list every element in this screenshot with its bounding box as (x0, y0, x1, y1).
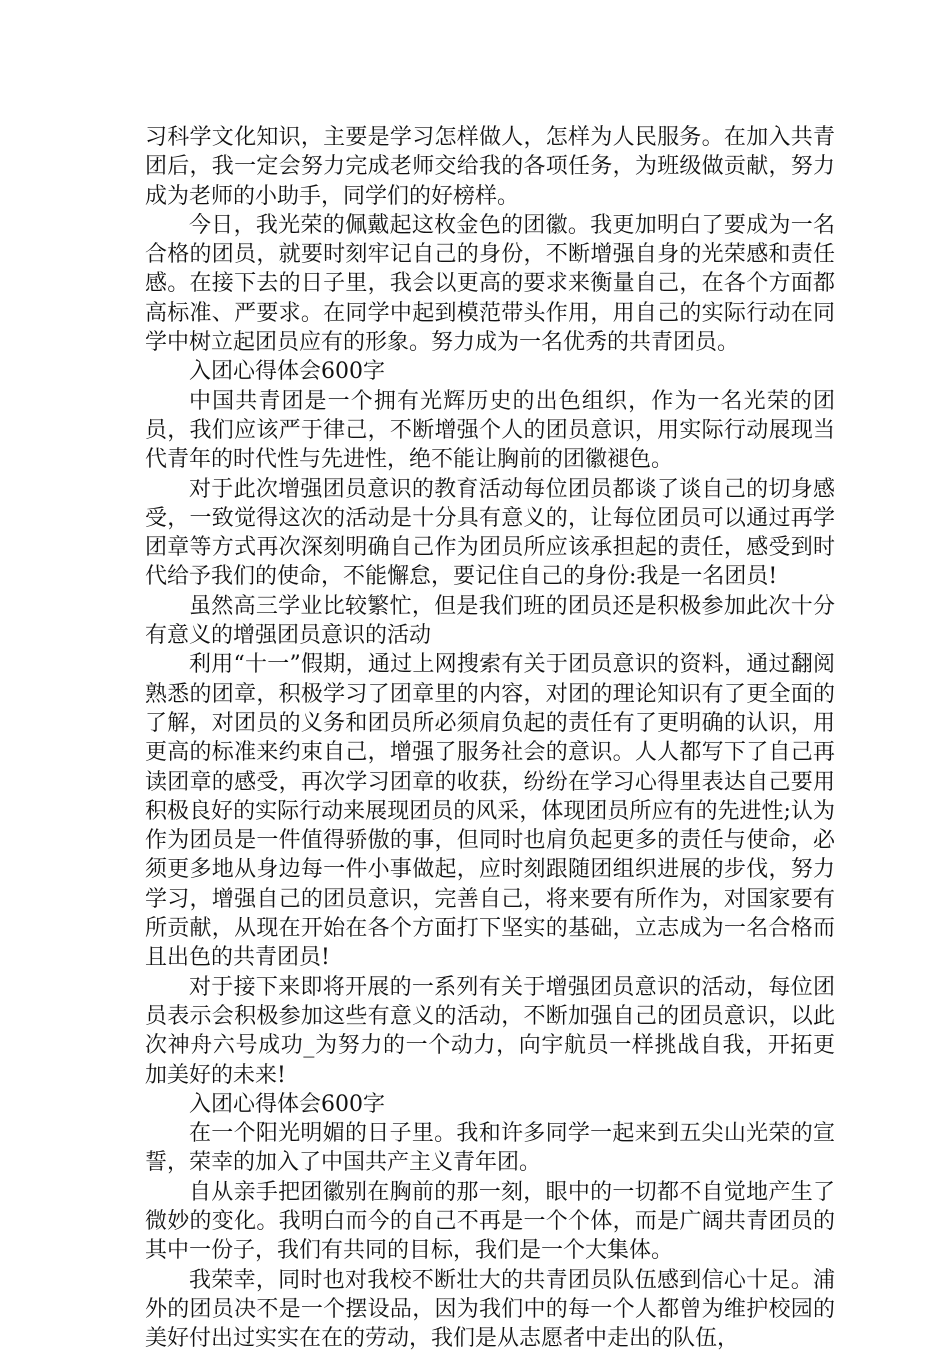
document-body (145, 123, 835, 1353)
paragraph: 虽然高三学业比较繁忙，但是我们班的团员还是积极参加此次十分有意义的增强团员意识的活动 (145, 593, 835, 649)
paragraph: 利用“十一”假期，通过上网搜索有关于团员意识的资料，通过翻阅熟悉的团章，积极学习了团章里的内容，对团的理论知识有了更全面的了解，对团员的义务和团员所必须肩负起的责任有了更明确的认识，用更高的标准来约束自己，增强了服务社会的意识。人人都写下了自己再读团章的感受，再次学习团章的收获，纷纷在学习心得里表达自己要用积极良好的实际行动来展现团员的风采，体现团员所应有的先进性;认为作为团员是一件值得骄傲的事，但同时也肩负起更多的责任与使命，必须更多地从身边每一件小事做起，应时刻跟随团组织进展的步伐，努力学习，增强自己的团员意识，完善自己，将来要有所作为，对国家要有所贡献，从现在开始在各个方面打下坚实的基础，立志成为一名合格而且出色的共青团员! (145, 652, 835, 971)
section-heading: 入团心得体会600字 (189, 1091, 385, 1117)
section-heading: 入团心得体会600字 (189, 359, 385, 385)
paragraph: 在一个阳光明媚的日子里。我和许多同学一起来到五尖山光荣的宣誓，荣幸的加入了中国共产主义青年团。 (145, 1121, 835, 1176)
paragraph: 习科学文化知识，主要是学习怎样做人，怎样为人民服务。在加入共青团后，我一定会努力完成老师交给我的各项任务，为班级做贡献，努力成为老师的小助手，同学们的好榜样。 (145, 125, 835, 209)
paragraph: 对于接下来即将开展的一系列有关于增强团员意识的活动，每位团员表示会积极参加这些有意义的活动，不断加强自己的团员意识，以此次神舟六号成功_为努力的一个动力，向宇航员一样挑战自我，开拓更加美好的未来! (145, 974, 835, 1088)
paragraph: 我荣幸，同时也对我校不断壮大的共青团员队伍感到信心十足。浦外的团员决不是一个摆设品，因为我们中的每一个人都曾为维护校园的美好付出过实实在在的劳动，我们是从志愿者中走出的队伍， (145, 1267, 835, 1352)
paragraph: 对于此次增强团员意识的教育活动每位团员都谈了谈自己的切身感受，一致觉得这次的活动是十分具有意义的，让每位团员可以通过再学团章等方式再次深刻明确自己作为团员所应该承担起的责任，感受到时代给予我们的使命，不能懈怠，要记住自己的身份:我是一名团员! (145, 476, 835, 590)
paragraph: 自从亲手把团徽别在胸前的那一刻，眼中的一切都不自觉地产生了微妙的变化。我明白而今的自己不再是一个个体，而是广阔共青团员的其中一份子，我们有共同的目标，我们是一个大集体。 (145, 1179, 835, 1264)
paragraph: 中国共青团是一个拥有光辉历史的出色组织，作为一名光荣的团员，我们应该严于律己，不断增强个人的团员意识，用实际行动展现当代青年的时代性与先进性，绝不能让胸前的团徽褪色。 (145, 388, 835, 473)
paragraph: 今日，我光荣的佩戴起这枚金色的团徽。我更加明白了要成为一名合格的团员，就要时刻牢记自己的身份，不断增强自身的光荣感和责任感。在接下去的日子里，我会以更高的要求来衡量自己，在各个方面都高标准、严要求。在同学中起到模范带头作用，用自己的实际行动在同学中树立起团员应有的形象。努力成为一名优秀的共青团员。 (145, 212, 835, 356)
